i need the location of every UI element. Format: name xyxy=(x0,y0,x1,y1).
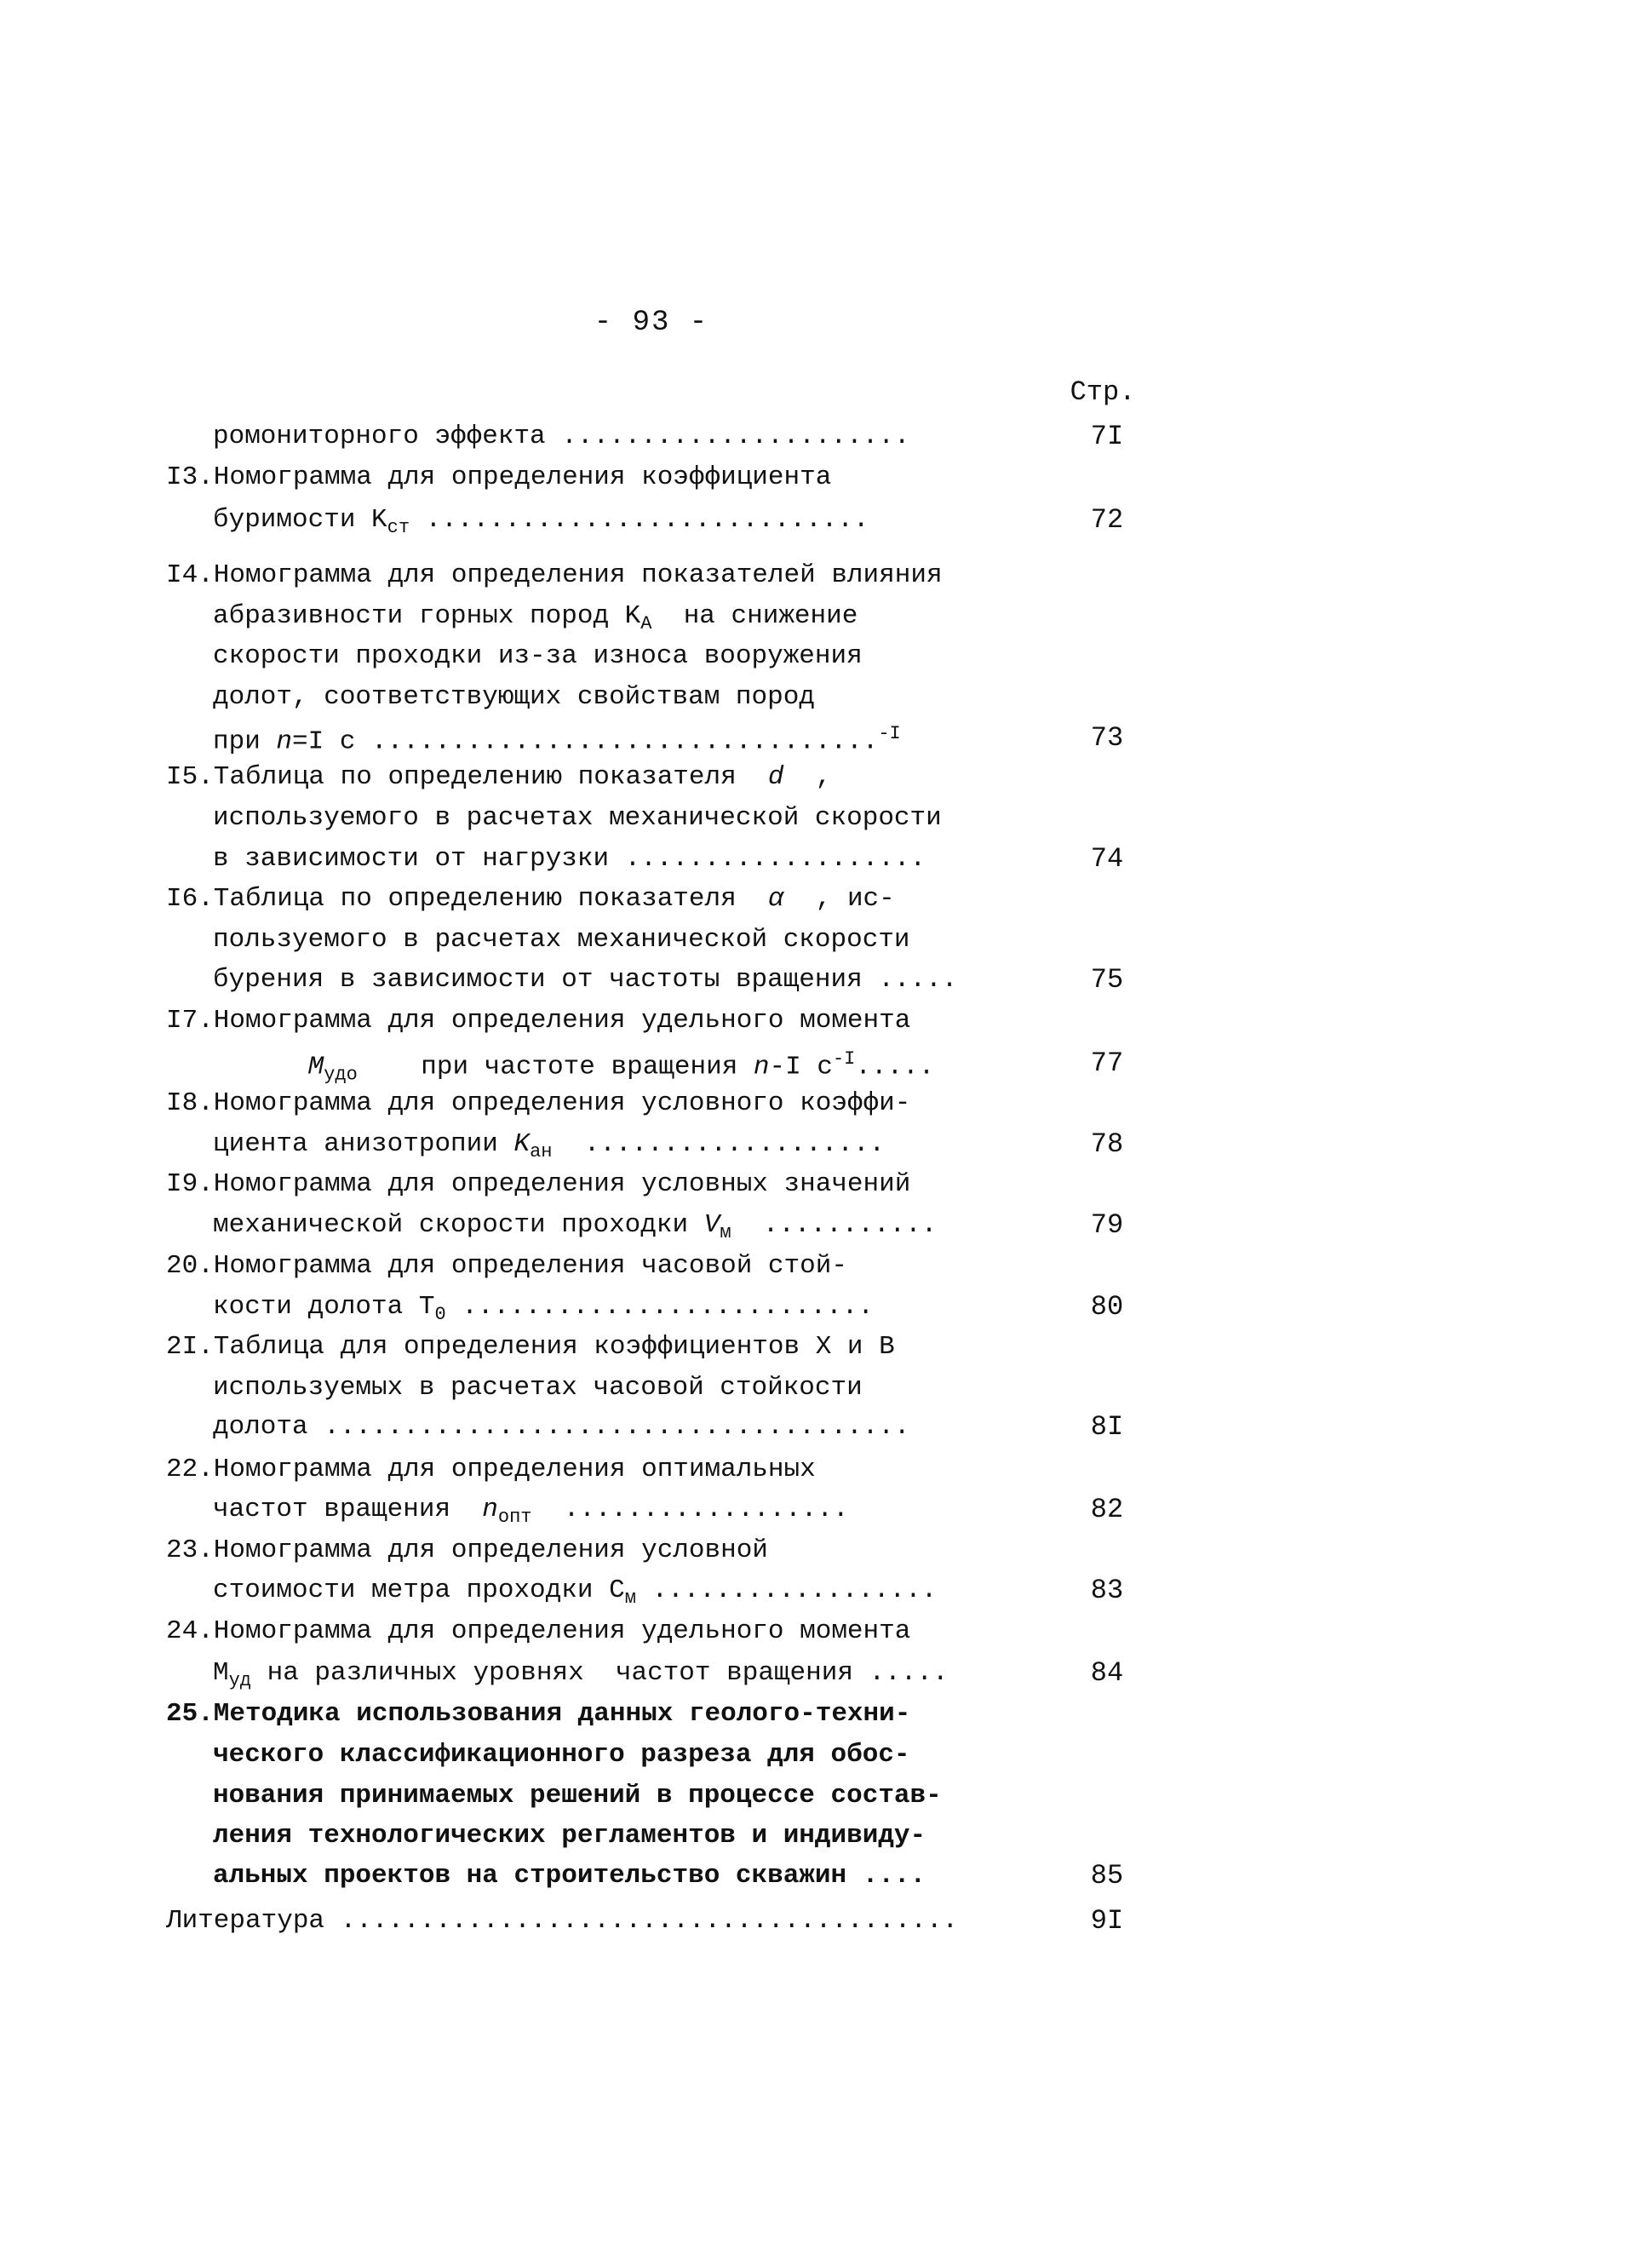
toc-page-ref: 73 xyxy=(1090,722,1124,754)
toc-text-text: 20.Номограмма для определения часовой стой- xyxy=(166,1251,847,1281)
toc-text-text: ления технологических регламентов и индивиду- xyxy=(213,1821,926,1851)
toc-text-tail: .......................... xyxy=(445,1292,874,1322)
toc-line xyxy=(213,967,957,993)
toc-text-text: в зависимости от нагрузки ................... xyxy=(213,844,926,874)
toc-line xyxy=(213,423,910,450)
toc-text-text: M xyxy=(213,1658,229,1688)
toc-page-ref: 75 xyxy=(1090,964,1124,996)
toc-text-tail: .................. xyxy=(531,1495,849,1524)
toc-line xyxy=(213,1131,885,1162)
toc-text-text: I8.Номограмма для определения условного коэффи- xyxy=(166,1088,911,1118)
toc-text-text: I3.Номограмма для определения коэффициента xyxy=(166,462,832,492)
toc-text-tail2: -I c xyxy=(769,1052,833,1082)
toc-line xyxy=(166,764,831,790)
toc-line xyxy=(166,464,831,491)
toc-line xyxy=(213,1212,937,1243)
toc-text-text: скорости проходки из-за износа вооружения xyxy=(213,641,863,671)
toc-text-italic: K xyxy=(513,1129,531,1159)
toc-text-sub: м xyxy=(624,1587,636,1610)
toc-text-text: долота ..................................... xyxy=(213,1412,910,1442)
toc-text-text: используемого в расчетах механической скорости xyxy=(213,803,942,833)
toc-text-text: долот, соответствующих свойствам пород xyxy=(213,682,815,712)
toc-text-text: 25.Методика использования данных геолого-техни- xyxy=(166,1699,911,1729)
toc-line xyxy=(166,1618,910,1644)
toc-line xyxy=(213,927,910,953)
toc-page-ref: 83 xyxy=(1090,1575,1124,1606)
toc-text-tail: , xyxy=(783,762,832,792)
toc-line xyxy=(166,1701,910,1727)
toc-text-text: I4.Номограмма для определения показателей влияния xyxy=(166,560,943,590)
toc-line xyxy=(213,1577,937,1608)
toc-line xyxy=(166,1334,895,1360)
toc-text-italic: n xyxy=(276,726,293,757)
toc-line xyxy=(166,1537,768,1564)
toc-text-text: ромониторного эффекта ...................... xyxy=(213,422,910,451)
toc-text-text: циента анизотропии xyxy=(213,1129,514,1159)
toc-line xyxy=(166,1090,910,1116)
toc-text-italic: d xyxy=(767,762,784,792)
toc-line xyxy=(213,643,863,669)
toc-line xyxy=(213,725,901,755)
toc-text-tail: ............................ xyxy=(410,505,869,535)
toc-line xyxy=(166,1456,816,1483)
toc-page-ref: 7I xyxy=(1090,421,1124,452)
toc-text-text: I5.Таблица по определению показателя xyxy=(166,762,768,792)
toc-text-tail: ........... xyxy=(731,1210,938,1240)
toc-line xyxy=(166,1253,847,1279)
toc-line xyxy=(213,1050,934,1085)
toc-text-sub: ст xyxy=(387,517,410,539)
toc-line xyxy=(213,846,926,872)
toc-text-italic2: n xyxy=(753,1052,770,1082)
toc-text-text: при xyxy=(213,726,277,757)
toc-text-sub: м xyxy=(720,1222,731,1244)
toc-page-ref: 79 xyxy=(1090,1209,1124,1241)
toc-text-tail: ................... xyxy=(552,1129,886,1159)
toc-line xyxy=(166,1908,958,1934)
toc-text-sub: уд xyxy=(228,1670,252,1692)
toc-text-tail3: ..... xyxy=(855,1052,935,1082)
toc-text-tail: при частоте вращения xyxy=(357,1052,754,1082)
toc-text-text: Литература ....................................... xyxy=(166,1906,959,1936)
toc-text-sub: удо xyxy=(324,1064,358,1086)
toc-text-tail: =I c xyxy=(292,726,356,757)
toc-text-tail2: ................................ xyxy=(355,726,879,757)
toc-text-text: I6.Таблица по определению показателя xyxy=(166,884,768,914)
toc-line xyxy=(213,1414,910,1440)
toc-text-text: стоимости метра проходки C xyxy=(213,1575,625,1605)
toc-line xyxy=(213,1660,949,1690)
toc-text-text: альных проектов на строительство скважин .... xyxy=(213,1861,926,1891)
toc-text-tail: на различных уровнях частот вращения ..... xyxy=(251,1658,949,1688)
toc-line xyxy=(213,684,815,710)
toc-text-text: абразивности горных пород K xyxy=(213,601,641,631)
page-column-header: Стр. xyxy=(1070,376,1136,408)
toc-text-sup: -I xyxy=(832,1048,856,1070)
toc-text-tail: , ис- xyxy=(783,884,895,914)
page-number: - 93 - xyxy=(594,307,709,339)
toc-text-text: ческого классификационного разреза для обос- xyxy=(213,1740,910,1770)
toc-text-text: I9.Номограмма для определения условных значений xyxy=(166,1169,911,1199)
toc-line xyxy=(166,1007,910,1034)
toc-text-text: механической скорости проходки xyxy=(213,1210,704,1240)
toc-text-text: бурения в зависимости от частоты вращения ..... xyxy=(213,965,958,995)
toc-text-text: 22.Номограмма для определения оптимальных xyxy=(166,1455,816,1484)
toc-text-italic: M xyxy=(307,1052,324,1082)
toc-text-sub: опт xyxy=(497,1507,532,1529)
toc-line xyxy=(213,1822,926,1849)
toc-line xyxy=(213,507,869,537)
toc-text-sub: ан xyxy=(530,1141,553,1163)
toc-page-ref: 85 xyxy=(1090,1860,1124,1891)
toc-text-italic: α xyxy=(767,884,784,914)
toc-text-tail: на снижение xyxy=(651,601,858,631)
toc-page-ref: 78 xyxy=(1090,1128,1124,1160)
toc-page-ref: 74 xyxy=(1090,843,1124,875)
toc-text-text: I7.Номограмма для определения удельного момента xyxy=(166,1006,911,1036)
toc-page-ref: 84 xyxy=(1090,1657,1124,1689)
toc-text-text: буримости K xyxy=(213,505,387,535)
toc-text-sub: 0 xyxy=(434,1304,446,1326)
toc-text-text: 24.Номограмма для определения удельного момента xyxy=(166,1616,911,1646)
toc-text-italic: n xyxy=(482,1495,498,1524)
toc-text-text: 23.Номограмма для определения условной xyxy=(166,1535,768,1565)
toc-text-text xyxy=(213,1052,308,1082)
toc-line xyxy=(213,1782,942,1809)
toc-page-ref: 82 xyxy=(1090,1494,1124,1525)
toc-text-text: пользуемого в расчетах механической скорости xyxy=(213,925,910,955)
toc-text-italic: V xyxy=(703,1210,720,1240)
toc-page-ref: 9I xyxy=(1090,1905,1124,1937)
toc-line xyxy=(213,1496,849,1527)
toc-page-ref: 77 xyxy=(1090,1047,1124,1079)
toc-page-ref: 80 xyxy=(1090,1291,1124,1323)
toc-text-text: кости долота T xyxy=(213,1292,435,1322)
toc-line xyxy=(213,1742,910,1768)
toc-page-ref: 72 xyxy=(1090,504,1124,536)
toc-line xyxy=(213,1294,874,1324)
toc-text-text: используемых в расчетах часовой стойкости xyxy=(213,1373,863,1403)
toc-text-sub: А xyxy=(640,613,652,635)
toc-text-text: 2I.Таблица для определения коэффициентов X и B xyxy=(166,1332,895,1362)
toc-page-ref: 8I xyxy=(1090,1411,1124,1443)
toc-line xyxy=(213,1375,863,1401)
toc-text-tail: .................. xyxy=(635,1575,938,1605)
toc-line xyxy=(166,886,895,912)
toc-line xyxy=(213,603,858,634)
toc-line xyxy=(213,805,942,831)
toc-text-text: частот вращения xyxy=(213,1495,483,1524)
toc-line xyxy=(213,1862,926,1889)
toc-line xyxy=(166,1171,910,1197)
toc-text-sup: -I xyxy=(878,723,901,744)
toc-text-text: нования принимаемых решений в процессе состав- xyxy=(213,1781,942,1811)
toc-line xyxy=(166,562,943,588)
